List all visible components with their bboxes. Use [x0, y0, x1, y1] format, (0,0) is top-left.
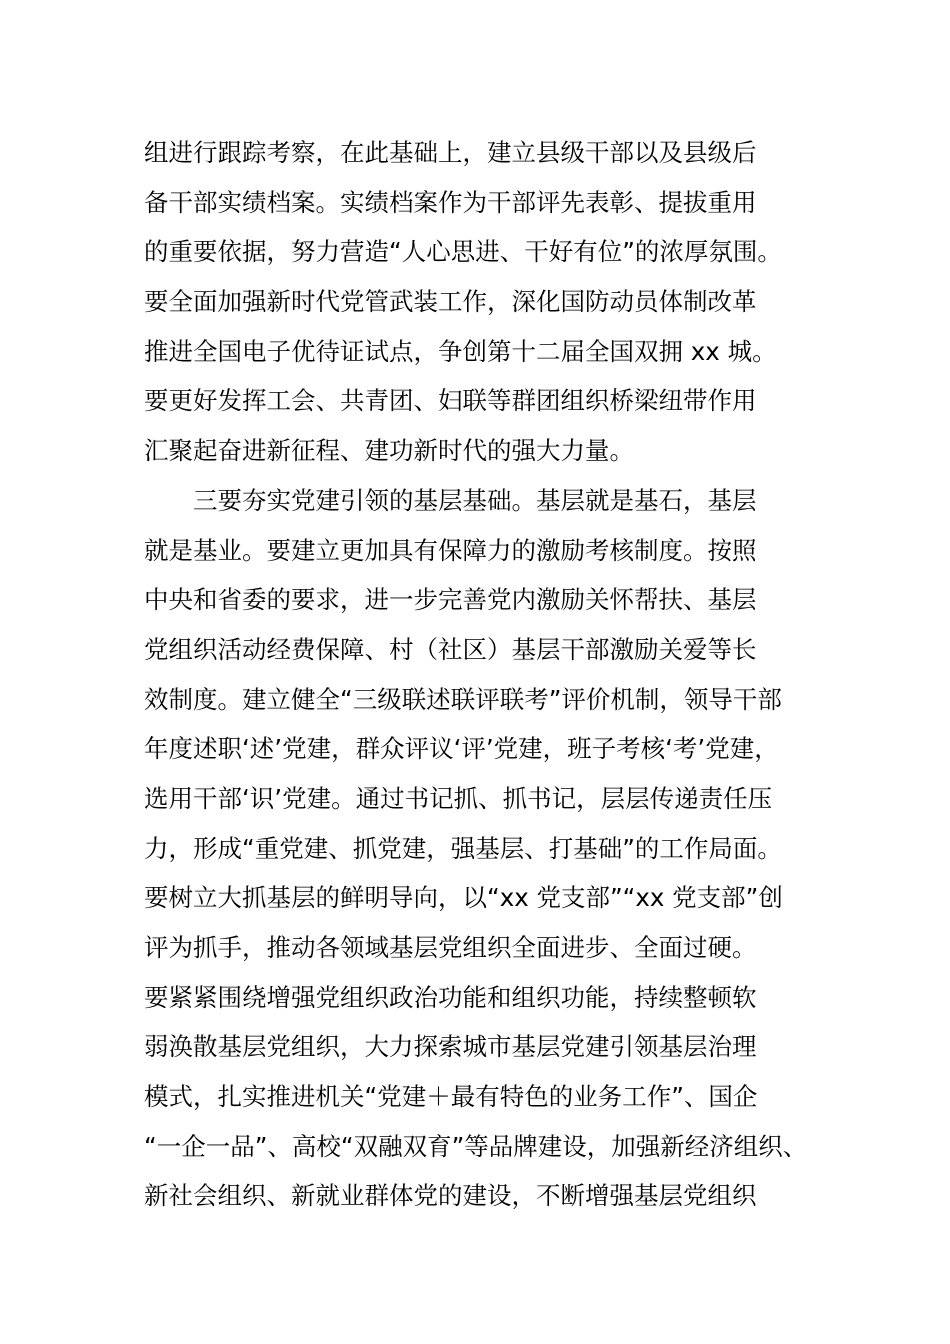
text-line: 备干部实绩档案。实绩档案作为干部评先表彰、提拔重用: [144, 187, 757, 217]
text-line: 推进全国电子优待证试点，争创第十二届全国双拥 xx 城。: [144, 336, 777, 366]
text-line: 选用干部‘识’党建。通过书记抓、抓书记，层层传递责任压: [144, 783, 773, 813]
text-line: 中央和省委的要求，进一步完善党内激励关怀帮扶、基层: [144, 585, 757, 615]
text-line: 弱涣散基层党组织，大力探索城市基层党建引领基层治理: [144, 1032, 757, 1062]
text-line: 组进行跟踪考察，在此基础上，建立县级干部以及县级后: [144, 138, 757, 167]
text-line: 力，形成“重党建、抓党建，强基层、打基础”的工作局面。: [144, 833, 782, 863]
paragraph-start-line: 三要夯实党建引领的基层基础。基层就是基石，基层: [193, 485, 757, 515]
text-line: 效制度。建立健全“三级联述联评联考”评价机制，领导干部: [144, 684, 782, 714]
text-line: 模式，扎实推进机关“党建＋最有特色的业务工作”、国企: [144, 1082, 758, 1112]
text-line: 汇聚起奋进新征程、建功新时代的强大力量。: [144, 436, 634, 466]
text-line: 要紧紧围绕增强党组织政治功能和组织功能，持续整顿软: [144, 982, 757, 1012]
text-line: 就是基业。要建立更加具有保障力的激励考核制度。按照: [144, 535, 757, 565]
text-line: 要更好发挥工会、共青团、妇联等群团组织桥梁纽带作用: [144, 386, 757, 416]
text-line: 评为抓手，推动各领域基层党组织全面进步、全面过硬。: [144, 933, 757, 962]
text-line: 的重要依据，努力营造“人心思进、干好有位”的浓厚氛围。: [144, 237, 782, 267]
body-text: [144, 128, 844, 1221]
text-line: 要树立大抓基层的鲜明导向，以“xx 党支部”“xx 党支部”创: [144, 883, 783, 913]
text-line: 新社会组织、新就业群体党的建设，不断增强基层党组织: [144, 1181, 757, 1211]
text-line: 年度述职‘述’党建，群众评议‘评’党建，班子考核‘考’党建，: [144, 734, 779, 764]
text-line: “一企一品”、高校“双融双育”等品牌建设，加强新经济组织、: [144, 1131, 808, 1161]
text-line: 党组织活动经费保障、村（社区）基层干部激励关爱等长: [144, 634, 757, 664]
text-line: 要全面加强新时代党管武装工作，深化国防动员体制改革: [144, 287, 757, 317]
